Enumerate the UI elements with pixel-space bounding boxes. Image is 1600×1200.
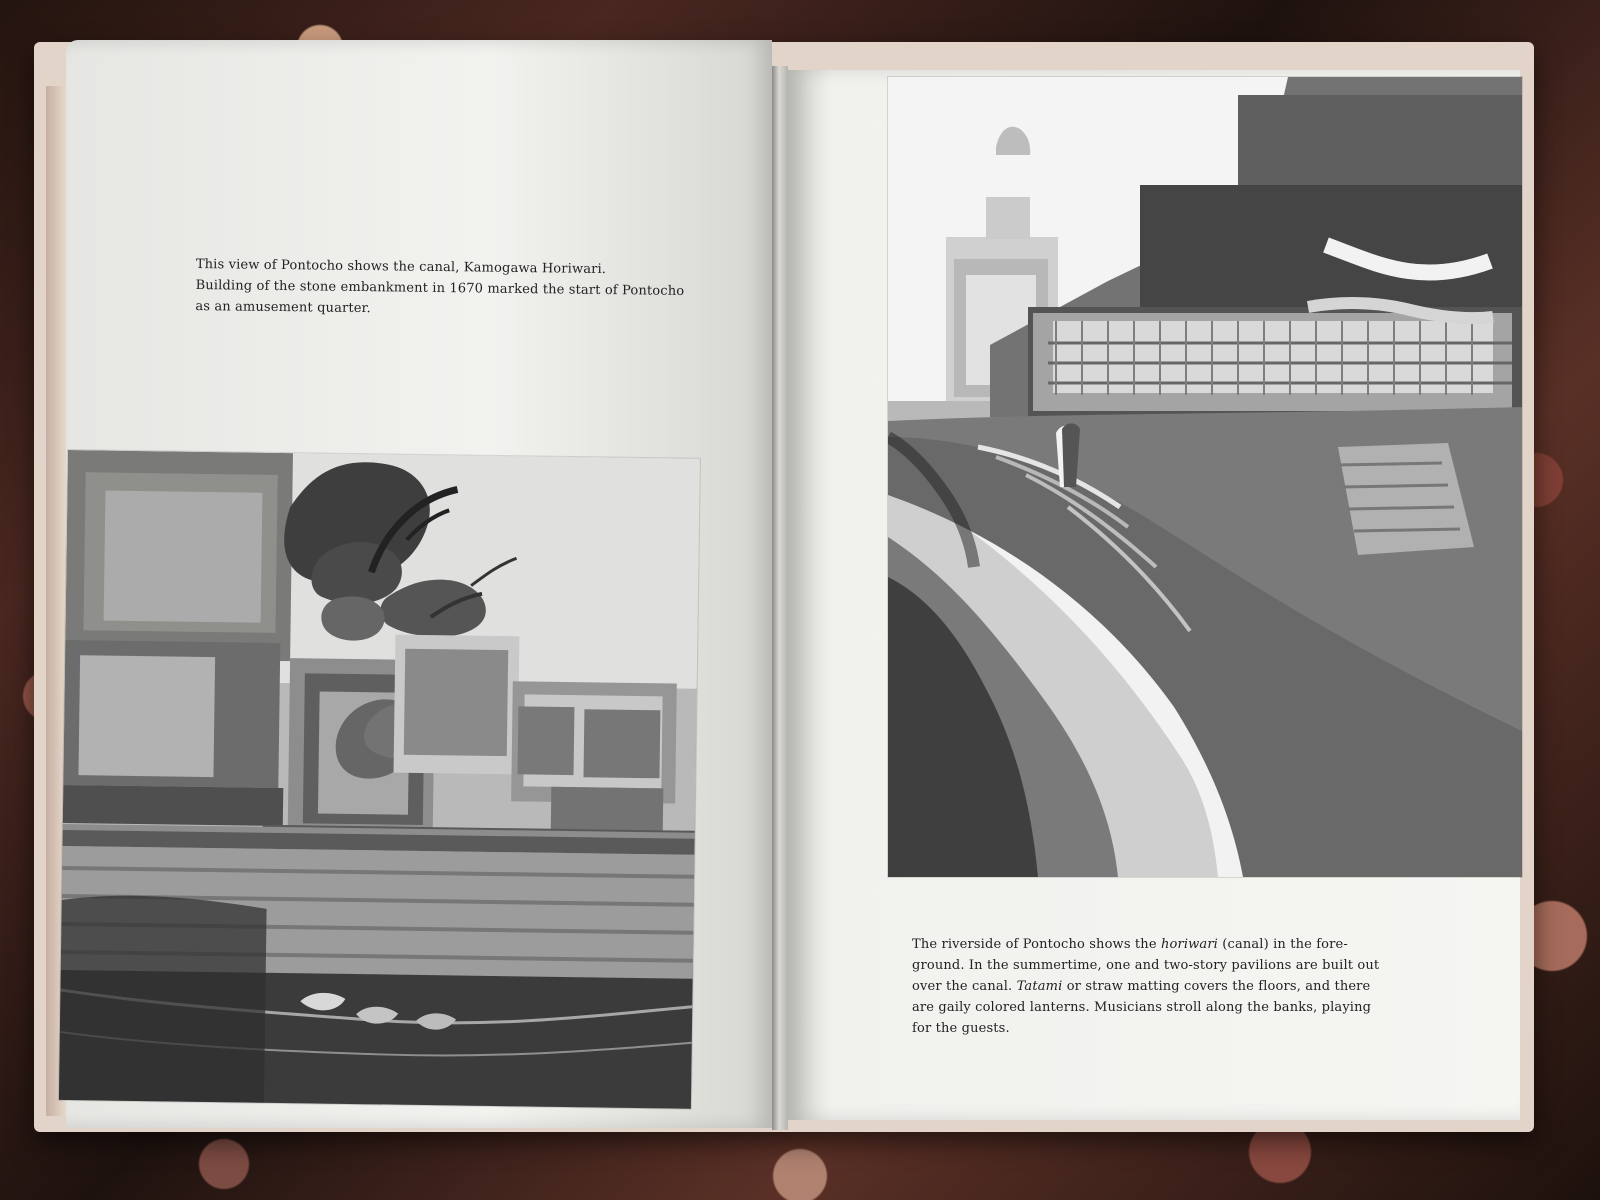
left-caption-line-3: as an amusement quarter. [195,299,371,317]
book-gutter [772,66,788,1130]
left-caption-line-2: Building of the stone embankment in 1670 marked the start of Pontocho [195,278,685,300]
right-caption [912,934,1418,1039]
right-caption-line-5: for the guests. [912,1021,1010,1037]
left-caption [195,254,686,323]
right-caption-italic-tatami: Tatami [1016,979,1063,995]
right-photo-riverside [888,77,1522,877]
left-caption-line-1: This view of Pontocho shows the canal, Kamogawa Horiwari. [195,256,607,278]
right-caption-segment-2: (canal) in the fore- [1222,937,1348,952]
right-caption-italic-horiwari: horiwari [1160,937,1218,952]
left-photo-drawing [59,450,700,1109]
right-caption-segment-4: or straw matting covers the floors, and there [1066,979,1371,995]
right-caption-segment-3: over the canal. [912,979,1013,995]
right-caption-segment-1: The riverside of Pontocho shows the [912,937,1157,952]
left-photo-canal-houses [59,450,700,1109]
right-photo-drawing [888,77,1522,877]
right-caption-line-2: ground. In the summertime, one and two-story pavilions are built out [912,958,1380,974]
right-caption-line-4: are gaily colored lanterns. Musicians stroll along the banks, playing [912,1000,1372,1016]
